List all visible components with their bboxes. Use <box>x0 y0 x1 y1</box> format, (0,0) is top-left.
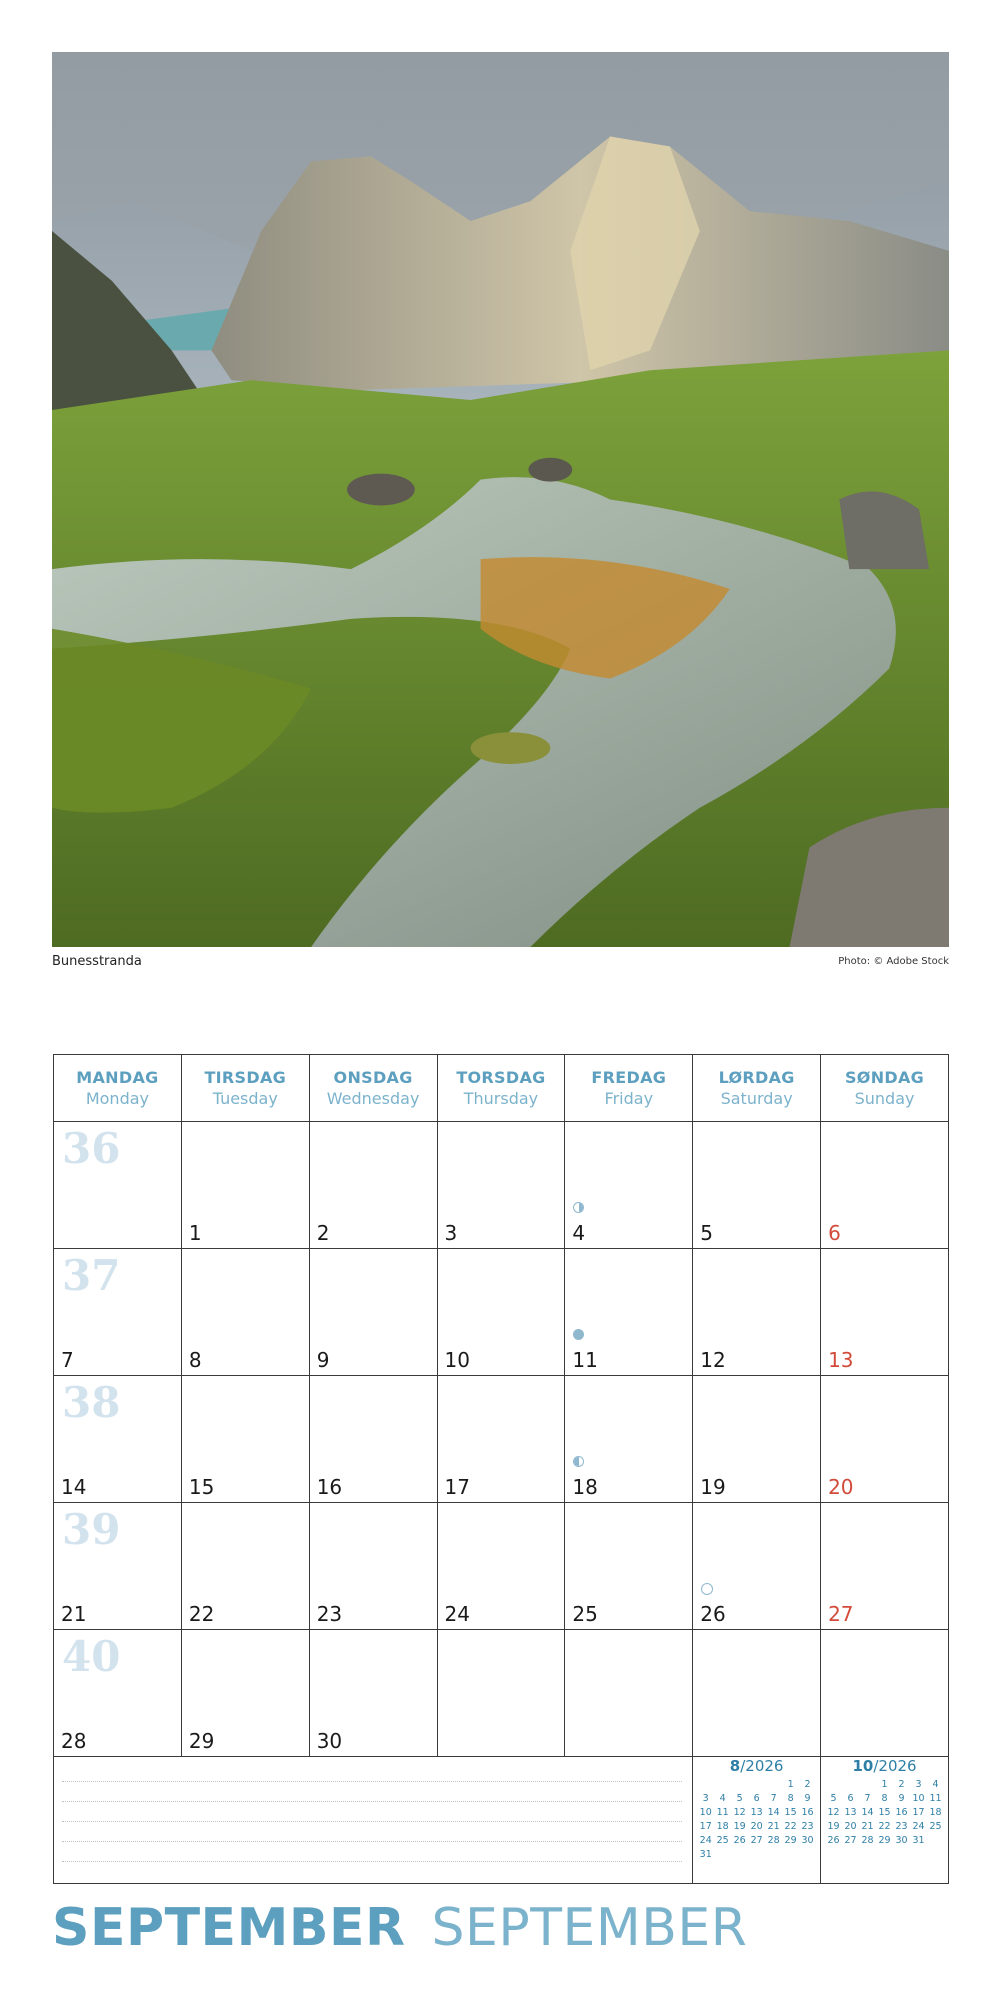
mini-calendar-day: 24 <box>699 1835 712 1846</box>
day-cell[interactable] <box>565 1503 693 1630</box>
mini-calendar-day: 7 <box>770 1793 777 1804</box>
week-row <box>54 1630 949 1757</box>
mini-calendar-day: 1 <box>881 1779 888 1790</box>
day-cell[interactable] <box>54 1376 182 1503</box>
month-title <box>52 1898 747 1958</box>
day-cell[interactable] <box>181 1249 309 1376</box>
week-number: 40 <box>62 1632 121 1681</box>
date-number: 15 <box>188 1475 215 1499</box>
mini-calendar-day: 5 <box>736 1793 743 1804</box>
day-cell[interactable] <box>54 1503 182 1630</box>
date-number: 1 <box>188 1221 202 1245</box>
mini-calendar-day: 4 <box>932 1779 939 1790</box>
day-cell[interactable] <box>437 1503 565 1630</box>
week-number: 36 <box>62 1124 121 1173</box>
date-number: 17 <box>444 1475 470 1499</box>
date-number: 18 <box>572 1475 598 1499</box>
date-number: 24 <box>444 1602 470 1626</box>
mini-calendar-day <box>842 1779 859 1790</box>
mini-calendar-day: 5 <box>830 1793 837 1804</box>
week-row <box>54 1122 949 1249</box>
mini-calendar-day: 7 <box>864 1793 871 1804</box>
date-number: 25 <box>572 1602 598 1626</box>
mini-calendar-day: 10 <box>699 1807 712 1818</box>
mini-calendar-day: 16 <box>801 1807 814 1818</box>
mini-calendar-day: 11 <box>929 1793 942 1804</box>
day-cell[interactable] <box>565 1122 693 1249</box>
date-number: 7 <box>61 1348 74 1372</box>
mini-calendar-day: 12 <box>827 1807 840 1818</box>
day-cell[interactable] <box>693 1376 821 1503</box>
mini-calendar-day: 23 <box>801 1821 814 1832</box>
date-number: 8 <box>188 1348 202 1372</box>
mini-calendar-day: 30 <box>895 1835 908 1846</box>
mini-calendar-day: 20 <box>844 1821 857 1832</box>
mini-calendar-day: 13 <box>844 1807 857 1818</box>
mini-calendar-title: 8/2026 <box>729 1757 784 1775</box>
mini-calendar-day <box>765 1779 782 1790</box>
mini-calendar-previous <box>693 1757 821 1884</box>
date-number: 22 <box>188 1602 215 1626</box>
day-cell[interactable] <box>54 1630 182 1757</box>
mini-calendar-day: 30 <box>801 1835 814 1846</box>
day-cell[interactable] <box>181 1376 309 1503</box>
mini-calendar-day: 2 <box>898 1779 905 1790</box>
mini-calendar-day: 29 <box>784 1835 797 1846</box>
day-cell[interactable] <box>693 1249 821 1376</box>
date-number: 29 <box>188 1729 215 1753</box>
day-cell[interactable] <box>309 1122 437 1249</box>
day-cell[interactable] <box>821 1249 949 1376</box>
mini-calendar-day: 6 <box>847 1793 854 1804</box>
date-number: 30 <box>316 1729 343 1753</box>
date-number: 11 <box>572 1348 598 1372</box>
mini-calendar-day: 28 <box>767 1835 780 1846</box>
date-number: 28 <box>61 1729 87 1753</box>
mini-calendar-day: 25 <box>929 1821 942 1832</box>
day-cell <box>565 1630 693 1757</box>
mini-calendar-day <box>697 1779 714 1790</box>
day-cell[interactable] <box>181 1630 309 1757</box>
day-cell <box>821 1630 949 1757</box>
day-cell[interactable] <box>309 1503 437 1630</box>
mini-calendar-day: 19 <box>827 1821 840 1832</box>
note-line <box>62 1841 682 1842</box>
mini-calendar-day: 22 <box>878 1821 891 1832</box>
mini-calendar-day: 18 <box>716 1821 729 1832</box>
mini-calendar-day: 27 <box>750 1835 763 1846</box>
full-moon-icon <box>573 1329 585 1341</box>
last-quarter-icon <box>573 1202 585 1214</box>
date-number: 2 <box>316 1221 330 1245</box>
mini-calendar-day: 9 <box>898 1793 905 1804</box>
notes-row <box>54 1757 949 1884</box>
mini-calendar-day: 19 <box>733 1821 746 1832</box>
day-cell[interactable] <box>309 1376 437 1503</box>
day-cell <box>54 1122 182 1249</box>
mini-calendar-day: 21 <box>767 1821 780 1832</box>
mini-calendar-day: 26 <box>827 1835 840 1846</box>
date-number: 14 <box>61 1475 87 1499</box>
day-cell[interactable] <box>821 1376 949 1503</box>
mini-calendar-day: 8 <box>881 1793 888 1804</box>
first-quarter-icon <box>573 1456 585 1468</box>
month-name-english: SEPTEMBER <box>431 1898 748 1958</box>
date-number: 10 <box>444 1348 470 1372</box>
week-number: 38 <box>62 1378 121 1427</box>
mini-calendar-day: 10 <box>912 1793 925 1804</box>
day-cell[interactable] <box>437 1249 565 1376</box>
note-line <box>62 1781 682 1782</box>
landscape-photo <box>52 52 949 947</box>
day-cell[interactable] <box>565 1249 693 1376</box>
note-line <box>62 1861 682 1862</box>
week-row <box>54 1376 949 1503</box>
weekday-header-thursday: TORSDAG Thursday <box>437 1055 565 1122</box>
date-number: 9 <box>316 1348 330 1372</box>
date-number: 26 <box>700 1602 726 1626</box>
mini-calendar-day: 12 <box>733 1807 746 1818</box>
mini-calendar-day: 13 <box>750 1807 763 1818</box>
sunday-date-number: 13 <box>828 1348 854 1372</box>
mini-calendar-day: 31 <box>699 1849 712 1860</box>
mini-calendar-day: 16 <box>895 1807 908 1818</box>
day-cell[interactable] <box>693 1503 821 1630</box>
day-cell[interactable] <box>309 1249 437 1376</box>
weekday-header-sunday: SØNDAG Sunday <box>821 1055 949 1122</box>
mini-calendar-day: 31 <box>912 1835 925 1846</box>
mini-calendar-day: 26 <box>733 1835 746 1846</box>
weekday-header-tuesday: TIRSDAG Tuesday <box>181 1055 309 1122</box>
date-number: 3 <box>444 1221 458 1245</box>
photo-caption: Bunesstranda <box>52 954 142 969</box>
mini-calendar-day: 1 <box>787 1779 794 1790</box>
new-moon-icon <box>701 1583 713 1595</box>
mini-calendar-day: 25 <box>716 1835 729 1846</box>
mini-calendar-day: 27 <box>844 1835 857 1846</box>
month-name-norwegian: SEPTEMBER <box>52 1898 406 1958</box>
mini-calendar-day: 23 <box>895 1821 908 1832</box>
date-number: 5 <box>700 1221 713 1245</box>
week-row <box>54 1503 949 1630</box>
mini-calendar-next <box>821 1757 949 1884</box>
week-number: 39 <box>62 1505 121 1554</box>
mini-calendar-day: 3 <box>915 1779 922 1790</box>
day-cell[interactable] <box>821 1503 949 1630</box>
week-row <box>54 1249 949 1376</box>
mini-calendar-day: 14 <box>861 1807 874 1818</box>
notes-area[interactable] <box>54 1757 693 1884</box>
weekday-header-row <box>54 1055 949 1122</box>
note-line <box>62 1821 682 1822</box>
mini-calendar-day: 3 <box>702 1793 709 1804</box>
sunday-date-number: 27 <box>828 1602 854 1626</box>
date-number: 23 <box>316 1602 343 1626</box>
date-number: 19 <box>700 1475 726 1499</box>
date-number: 21 <box>61 1602 87 1626</box>
day-cell[interactable] <box>181 1503 309 1630</box>
mini-calendar-day <box>731 1779 748 1790</box>
mini-calendar-day: 29 <box>878 1835 891 1846</box>
mini-calendar-day: 17 <box>912 1807 925 1818</box>
mini-calendar-day: 9 <box>804 1793 811 1804</box>
day-cell[interactable] <box>437 1376 565 1503</box>
month-calendar-grid <box>53 1054 949 1884</box>
mini-calendar-day: 24 <box>912 1821 925 1832</box>
day-cell[interactable] <box>54 1249 182 1376</box>
weekday-header-friday: FREDAG Friday <box>565 1055 693 1122</box>
mini-calendar-day <box>859 1779 876 1790</box>
sunday-date-number: 6 <box>828 1221 841 1245</box>
week-number: 37 <box>62 1251 121 1300</box>
sunday-date-number: 20 <box>828 1475 854 1499</box>
mountain-stream-illustration <box>52 52 949 947</box>
day-cell[interactable] <box>693 1122 821 1249</box>
mini-calendar-day: 6 <box>753 1793 760 1804</box>
mini-calendar-day: 28 <box>861 1835 874 1846</box>
day-cell[interactable] <box>565 1376 693 1503</box>
mini-calendar-day: 20 <box>750 1821 763 1832</box>
date-number: 4 <box>572 1221 586 1245</box>
mini-calendar-day: 22 <box>784 1821 797 1832</box>
day-cell[interactable] <box>309 1630 437 1757</box>
day-cell <box>693 1630 821 1757</box>
day-cell[interactable] <box>821 1122 949 1249</box>
mini-calendar-day: 8 <box>787 1793 794 1804</box>
weekday-header-monday: MANDAG Monday <box>54 1055 182 1122</box>
mini-calendar-day: 17 <box>699 1821 712 1832</box>
mini-calendar-day: 4 <box>719 1793 726 1804</box>
weekday-header-wednesday: ONSDAG Wednesday <box>309 1055 437 1122</box>
day-cell <box>437 1630 565 1757</box>
mini-calendar-day: 15 <box>784 1807 797 1818</box>
mini-calendar-day <box>714 1779 731 1790</box>
note-line <box>62 1801 682 1802</box>
day-cell[interactable] <box>437 1122 565 1249</box>
mini-calendar-days <box>821 1779 948 1846</box>
day-cell[interactable] <box>181 1122 309 1249</box>
mini-calendar-day: 11 <box>716 1807 729 1818</box>
mini-calendar-day <box>748 1779 765 1790</box>
mini-calendar-day: 18 <box>929 1807 942 1818</box>
mini-calendar-day: 21 <box>861 1821 874 1832</box>
date-number: 16 <box>316 1475 343 1499</box>
date-number: 12 <box>700 1348 726 1372</box>
weekday-header-saturday: LØRDAG Saturday <box>693 1055 821 1122</box>
mini-calendar-days <box>693 1779 820 1860</box>
mini-calendar-title: 10/2026 <box>852 1757 917 1775</box>
photo-credit: Photo: © Adobe Stock <box>838 956 949 967</box>
mini-calendar-day <box>825 1779 842 1790</box>
mini-calendar-day: 15 <box>878 1807 891 1818</box>
mini-calendar-day: 2 <box>804 1779 811 1790</box>
mini-calendar-day: 14 <box>767 1807 780 1818</box>
